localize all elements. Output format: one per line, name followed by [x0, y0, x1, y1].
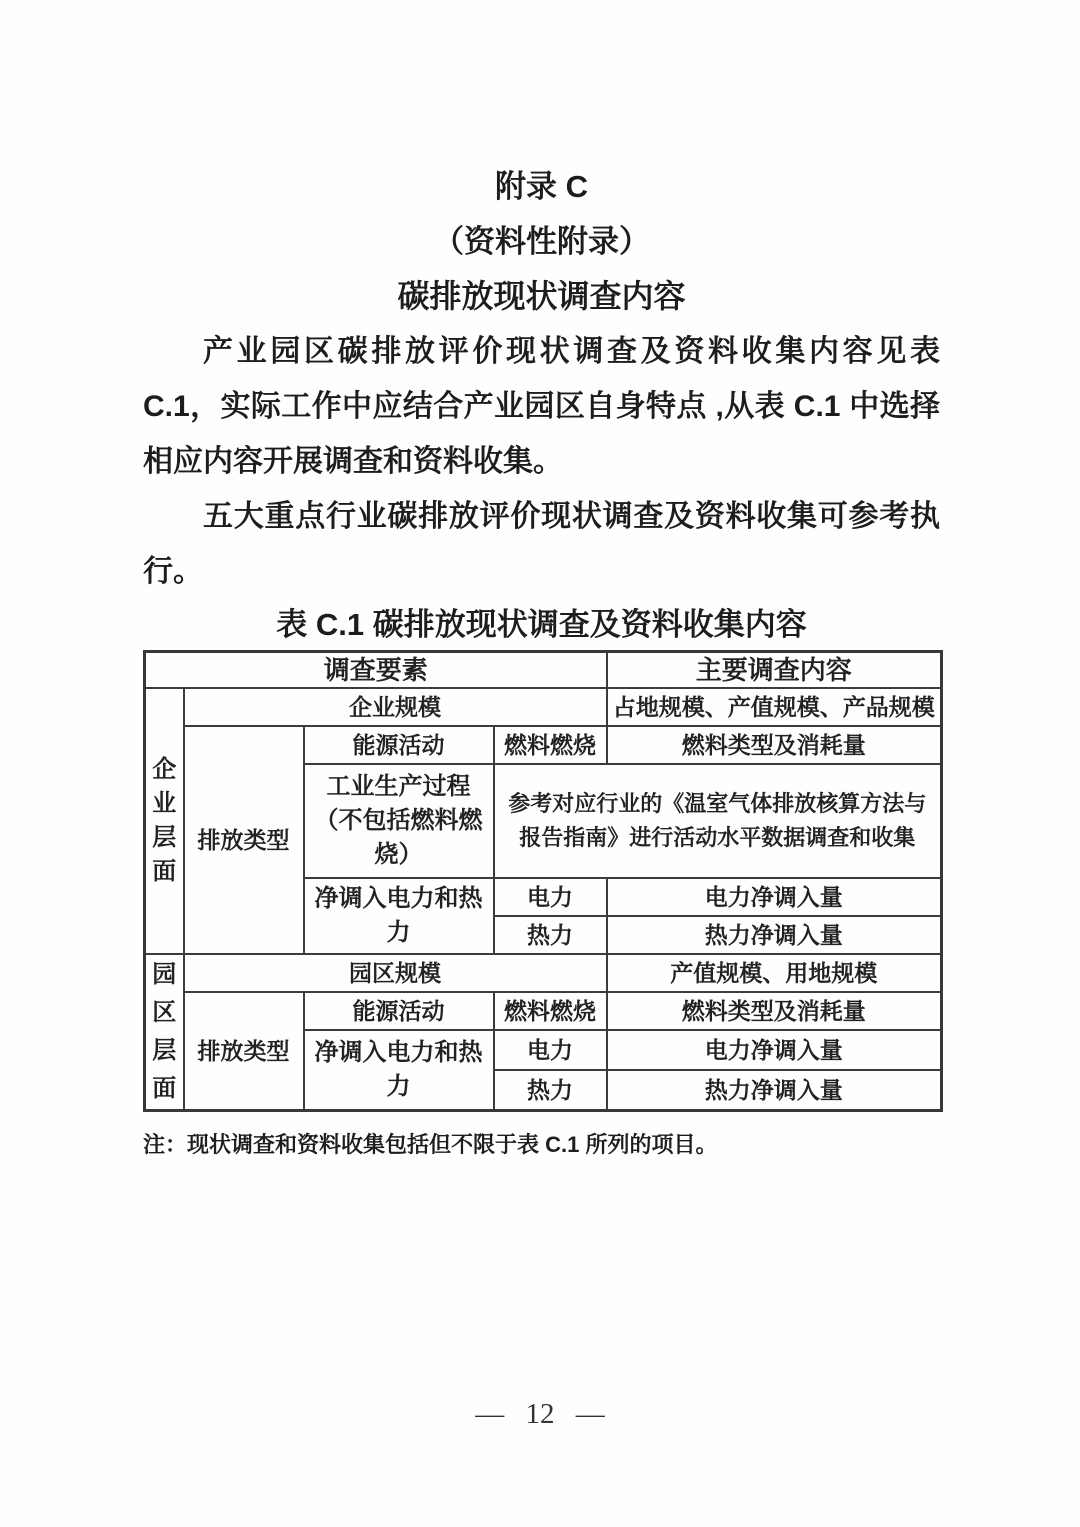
survey-table [143, 650, 943, 1112]
table-note: 注：现状调查和资料收集包括但不限于表 C.1 所列的项目。 [143, 1131, 718, 1157]
cell-park-fuel-combustion: 燃料燃烧 [494, 992, 607, 1030]
cell-enterprise-electricity: 电力 [494, 878, 607, 916]
cell-enterprise-heat: 热力 [494, 916, 607, 954]
cell-park-electricity: 电力 [494, 1030, 607, 1070]
cell-park-heat: 热力 [494, 1070, 607, 1110]
header-main-survey-content: 主要调查内容 [607, 652, 942, 689]
cell-enterprise-scale-content: 占地规模、产值规模、产品规模 [607, 688, 942, 726]
cell-park-fuel-content: 燃料类型及消耗量 [607, 992, 942, 1030]
cell-enterprise-scale: 企业规模 [184, 688, 607, 726]
cell-enterprise-net-power-heat: 净调入电力和热力 [304, 878, 494, 954]
paragraph-2: 五大重点行业碳排放评价现状调查及资料收集可参考执行。 [143, 500, 940, 588]
cell-enterprise-level: 企业层面 [145, 688, 184, 954]
page-content [143, 0, 940, 1162]
cell-park-scale-content: 产值规模、用地规模 [607, 954, 942, 992]
cell-enterprise-electricity-content: 电力净调入量 [607, 878, 942, 916]
cell-park-emission-type: 排放类型 [184, 992, 304, 1110]
cell-enterprise-energy-activity: 能源活动 [304, 726, 494, 764]
cell-park-scale: 园区规模 [184, 954, 607, 992]
page-number: — 12 — [475, 1398, 605, 1430]
header-survey-elements: 调查要素 [145, 652, 607, 689]
appendix-type-label: （资料性附录） [433, 224, 650, 259]
section-title: 碳排放现状调查内容 [397, 278, 686, 314]
cell-park-electricity-content: 电力净调入量 [607, 1030, 942, 1070]
cell-park-level: 园区层面 [145, 954, 184, 1110]
cell-park-heat-content: 热力净调入量 [607, 1070, 942, 1110]
cell-park-net-power-heat: 净调入电力和热力 [304, 1030, 494, 1110]
cell-enterprise-fuel-content: 燃料类型及消耗量 [607, 726, 942, 764]
cell-enterprise-heat-content: 热力净调入量 [607, 916, 942, 954]
cell-park-energy-activity: 能源活动 [304, 992, 494, 1030]
cell-enterprise-industrial-process: 工业生产过程（不包括燃料燃烧） [304, 764, 494, 878]
cell-enterprise-emission-type: 排放类型 [184, 726, 304, 954]
appendix-label: 附录 C [495, 169, 588, 204]
cell-enterprise-fuel-combustion: 燃料燃烧 [494, 726, 607, 764]
cell-enterprise-industrial-content: 参考对应行业的《温室气体排放核算方法与报告指南》进行活动水平数据调查和收集 [494, 764, 942, 878]
paragraph-1: 产业园区碳排放评价现状调查及资料收集内容见表 C.1，实际工作中应结合产业园区自身特点 ,从表 C.1 中选择相应内容开展调查和资料收集。 [143, 335, 940, 478]
table-caption: 表 C.1 碳排放现状调查及资料收集内容 [276, 607, 807, 642]
